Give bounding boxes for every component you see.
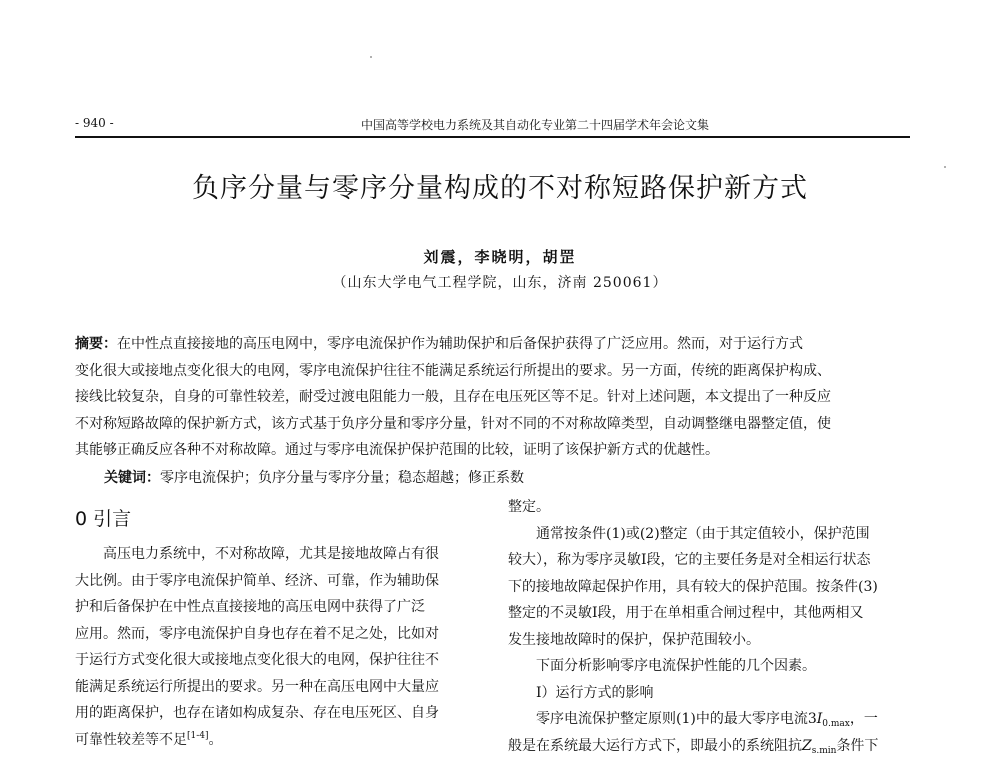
body-line	[508, 733, 912, 760]
body-text: 零序电流保护整定原则(1)中的最大零序电流3	[508, 711, 817, 727]
abstract-line: 接线比较复杂，自身的可靠性较差，耐受过渡电阻能力一般，且存在电压死区等不足。针对上述问题，本文提出了一种反应	[75, 389, 831, 405]
section-heading: 0 引言	[75, 508, 132, 530]
body-text: 般是在系统最大运行方式下，即最小的系统阻抗	[508, 737, 802, 754]
body-column-left	[75, 541, 485, 753]
body-text: 。	[208, 731, 223, 748]
body-line: I）运行方式的影响	[508, 684, 654, 701]
abstract	[75, 331, 911, 464]
body-line	[75, 727, 485, 754]
body-line: 用的距离保护，也存在诸如构成复杂、存在电压死区、自身	[75, 705, 439, 721]
body-line: 应用。然而，零序电流保护自身也存在着不足之处，比如对	[75, 625, 439, 642]
keywords-label: 关键词：	[104, 470, 160, 486]
abstract-text: 在中性点直接接地的高压电网中，零序电流保护作为辅助保护和后备保护获得了广泛应用。然而，对于运行方式	[117, 336, 803, 352]
page-number: - 940 -	[75, 116, 114, 130]
math-var: Z	[802, 737, 812, 754]
author-affiliation: （山东大学电气工程学院，山东，济南 250061）	[332, 275, 668, 291]
abstract-label: 摘要：	[75, 336, 117, 352]
abstract-line	[75, 331, 911, 358]
body-text: 条件下	[836, 737, 879, 754]
body-line: 大比例。由于零序电流保护简单、经济、可靠，作为辅助保	[75, 572, 439, 589]
body-line: 护和后备保护在中性点直接接地的高压电网中获得了广泛	[75, 599, 425, 615]
body-line: 整定。	[508, 499, 550, 515]
body-line: 下的接地故障起保护作用，具有较大的保护范围。按条件(3)	[508, 578, 878, 595]
journal-title: 中国高等学校电力系统及其自动化专业第二十四届学术年会论文集	[360, 118, 709, 132]
body-line: 整定的不灵敏I段，用于在单相重合闸过程中，其他两相又	[508, 605, 864, 621]
body-line: 高压电力系统中，不对称故障，尤其是接地故障占有很	[75, 546, 439, 562]
body-text: ，一	[849, 711, 878, 727]
citation-ref: [1-4]	[187, 730, 209, 741]
math-subscript: s.min	[811, 745, 837, 756]
body-line: 能满足系统运行所提出的要求。另一种在高压电网中大量应	[75, 678, 439, 695]
abstract-line: 其能够正确反应各种不对称故障。通过与零序电流保护保护范围的比较，证明了该保护新方式的优越性。	[75, 442, 719, 458]
abstract-line: 变化很大或接地点变化很大的电网，零序电流保护往往不能满足系统运行所提出的要求。另一方面，传统的距离保护构成、	[75, 362, 831, 379]
paper-authors: 刘震，李晓明，胡罡	[423, 248, 577, 266]
scan-speck	[370, 56, 372, 58]
scan-speck	[944, 166, 946, 168]
body-line: 发生接地故障时的保护，保护范围较小。	[508, 631, 760, 648]
body-line: 下面分析影响零序电流保护性能的几个因素。	[508, 658, 816, 674]
math-subscript: 0.max	[822, 719, 850, 729]
body-line	[508, 706, 912, 733]
body-line: 于运行方式变化很大或接地点变化很大的电网，保护往往不	[75, 652, 439, 668]
body-line: 通常按条件(1)或(2)整定（由于其定值较小，保护范围	[508, 525, 870, 542]
body-text: 可靠性较差等不足	[75, 731, 187, 748]
body-column-right	[508, 494, 912, 759]
keywords-text: 零序电流保护；负序分量与零序分量；稳态超越；修正系数	[160, 470, 524, 486]
keywords	[104, 467, 524, 487]
abstract-line: 不对称短路故障的保护新方式，该方式基于负序分量和零序分量，针对不同的不对称故障类型，自动调整继电器整定值，使	[75, 415, 831, 432]
running-header	[75, 112, 910, 138]
paper-title: 负序分量与零序分量构成的不对称短路保护新方式	[192, 173, 808, 204]
body-line: 较大），称为零序灵敏I段，它的主要任务是对全相运行状态	[508, 552, 871, 568]
math-var: I	[816, 711, 823, 727]
